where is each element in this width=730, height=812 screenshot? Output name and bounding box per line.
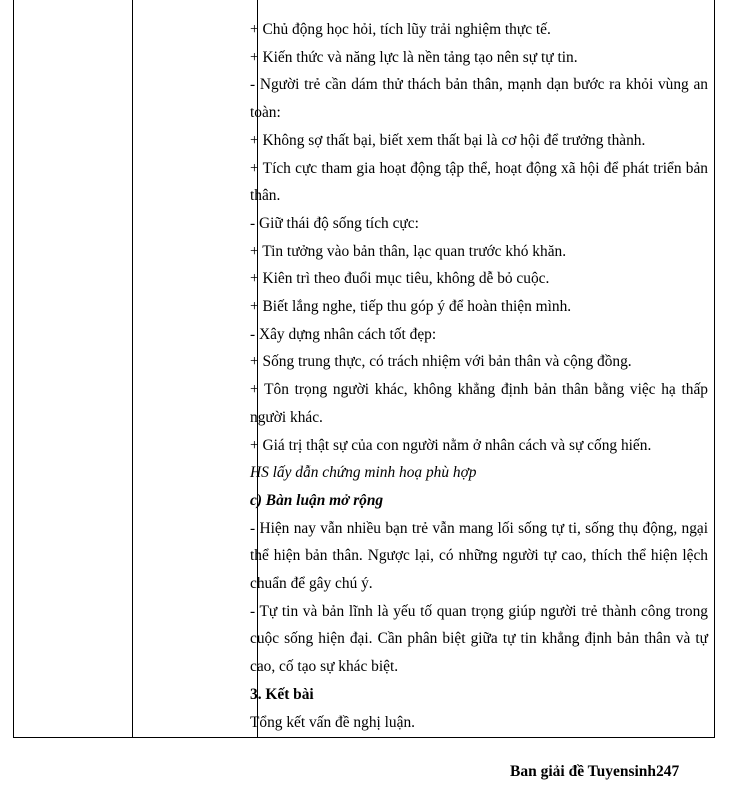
content-paragraph: + Kiến thức và năng lực là nền tảng tạo nên sự tự tin. [250,48,578,66]
section-heading: c) Bàn luận mở rộng [250,491,384,509]
content-paragraph: - Người trẻ cần dám thử thách bản thân, mạnh dạn bước ra khỏi vùng an toàn: [250,76,708,122]
section-heading: 3. Kết bài [250,685,314,703]
content-paragraph: - Tự tin và bản lĩnh là yếu tố quan trọng giúp người trẻ thành công trong cuộc sống hiện đại. Cần phân biệt giữa tự tin khẳng định bản thân và tự cao, cố tạo sự khác biệt. [250,602,708,676]
content-paragraph: - Hiện nay vẫn nhiều bạn trẻ vẫn mang lối sống tự ti, sống thụ động, ngại thể hiện bản thân. Ngược lại, có những người tự cao, thích thể hiện lệch chuẩn để gây chú ý. [250,519,708,593]
content-paragraph: Tổng kết vấn đề nghị luận. [250,713,415,731]
footer-credit: Ban giải đề Tuyensinh247 [510,763,680,780]
content-paragraph: - Xây dựng nhân cách tốt đẹp: [250,325,437,343]
table-column-divider [132,0,133,738]
content-paragraph: + Không sợ thất bại, biết xem thất bại là cơ hội để trưởng thành. [250,131,646,149]
content-paragraph: + Giá trị thật sự của con người nằm ở nhân cách và sự cống hiến. [250,436,652,454]
content-paragraph: + Kiên trì theo đuổi mục tiêu, không dễ bỏ cuộc. [250,270,550,288]
evidence-note: HS lấy dẫn chứng minh hoạ phù hợp [250,464,477,482]
content-paragraph: + Chủ động học hỏi, tích lũy trải nghiệm thực tế. [250,21,551,38]
content-paragraph: + Tích cực tham gia hoạt động tập thể, hoạt động xã hội để phát triển bản thân. [250,159,708,205]
content-paragraph: + Tôn trọng người khác, không khẳng định bản thân bằng việc hạ thấp người khác. [250,381,708,426]
content-paragraph: + Tin tưởng vào bản thân, lạc quan trước khó khăn. [250,242,567,260]
content-paragraph: - Giữ thái độ sống tích cực: [250,214,419,232]
content-paragraph: + Biết lắng nghe, tiếp thu góp ý để hoàn thiện mình. [250,298,572,316]
content-paragraph: + Sống trung thực, có trách nhiệm với bản thân và cộng đồng. [250,353,632,371]
answer-content-cell [250,16,708,736]
